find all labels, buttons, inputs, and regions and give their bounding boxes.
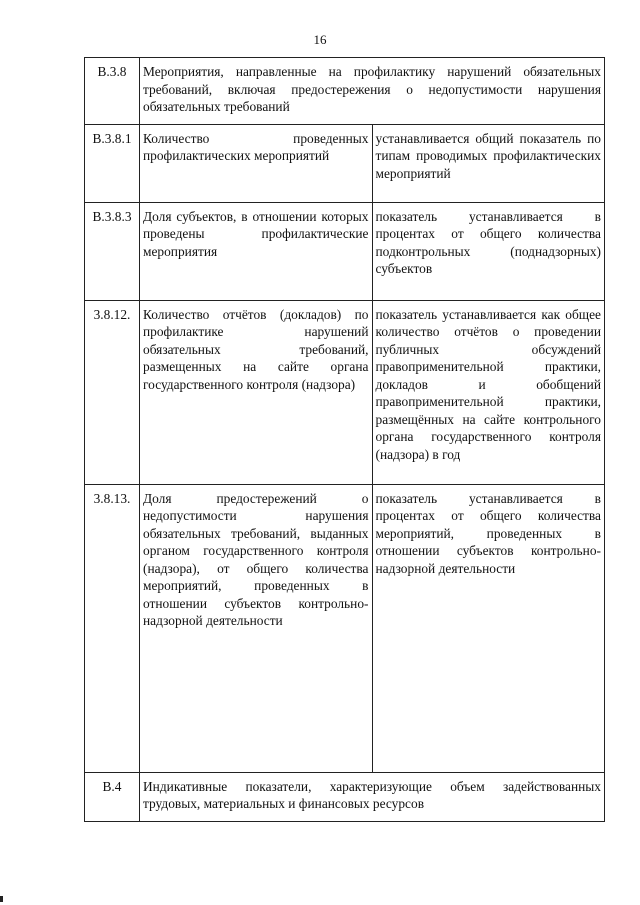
indicator-name: Доля предостережений о недопустимости нарушения обязательных требований, выданных органом государственного контроля (надзора), от общего количества мероприятий, проведенных в отношении субъектов контрольно-надзорной деятельности: [140, 484, 373, 772]
table-row: [85, 202, 605, 300]
scan-mark: [0, 896, 3, 902]
indicator-description: устанавливается общий показатель по типам проводимых профилактических мероприятий: [372, 124, 605, 202]
section-heading: Мероприятия, направленные на профилактику нарушений обязательных требований, включая предостережения о недопустимости нарушения обязательных требований: [140, 58, 605, 125]
row-code: В.3.8.1: [85, 124, 140, 202]
row-code: В.3.8.3: [85, 202, 140, 300]
indicator-name: Количество отчётов (докладов) по профилактике нарушений обязательных требований, размещенных на сайте органа государственного контроля (надзора): [140, 300, 373, 484]
row-code: 3.8.12.: [85, 300, 140, 484]
indicator-description: показатель устанавливается в процентах от общего количества мероприятий, проведенных в отношении субъектов контрольно-надзорной деятельности: [372, 484, 605, 772]
row-code: В.4: [85, 772, 140, 821]
table-row: [85, 484, 605, 772]
indicator-description: показатель устанавливается как общее количество отчётов о проведении публичных обсуждений правоприменительной практики, докладов и обобщений правоприменительной практики, размещённых на сайте контрольного органа государственного контроля (надзора) в год: [372, 300, 605, 484]
indicator-description: показатель устанавливается в процентах от общего количества подконтрольных (поднадзорных) субъектов: [372, 202, 605, 300]
table-row: [85, 772, 605, 821]
section-heading: Индикативные показатели, характеризующие объем задействованных трудовых, материальных и финансовых ресурсов: [140, 772, 605, 821]
table-row: [85, 58, 605, 125]
table-row: [85, 300, 605, 484]
page-number: 16: [313, 32, 327, 47]
indicators-table: [84, 57, 605, 822]
indicator-name: Количество проведенных профилактических мероприятий: [140, 124, 373, 202]
table-row: [85, 124, 605, 202]
row-code: 3.8.13.: [85, 484, 140, 772]
indicator-name: Доля субъектов, в отношении которых проведены профилактические мероприятия: [140, 202, 373, 300]
row-code: В.3.8: [85, 58, 140, 125]
